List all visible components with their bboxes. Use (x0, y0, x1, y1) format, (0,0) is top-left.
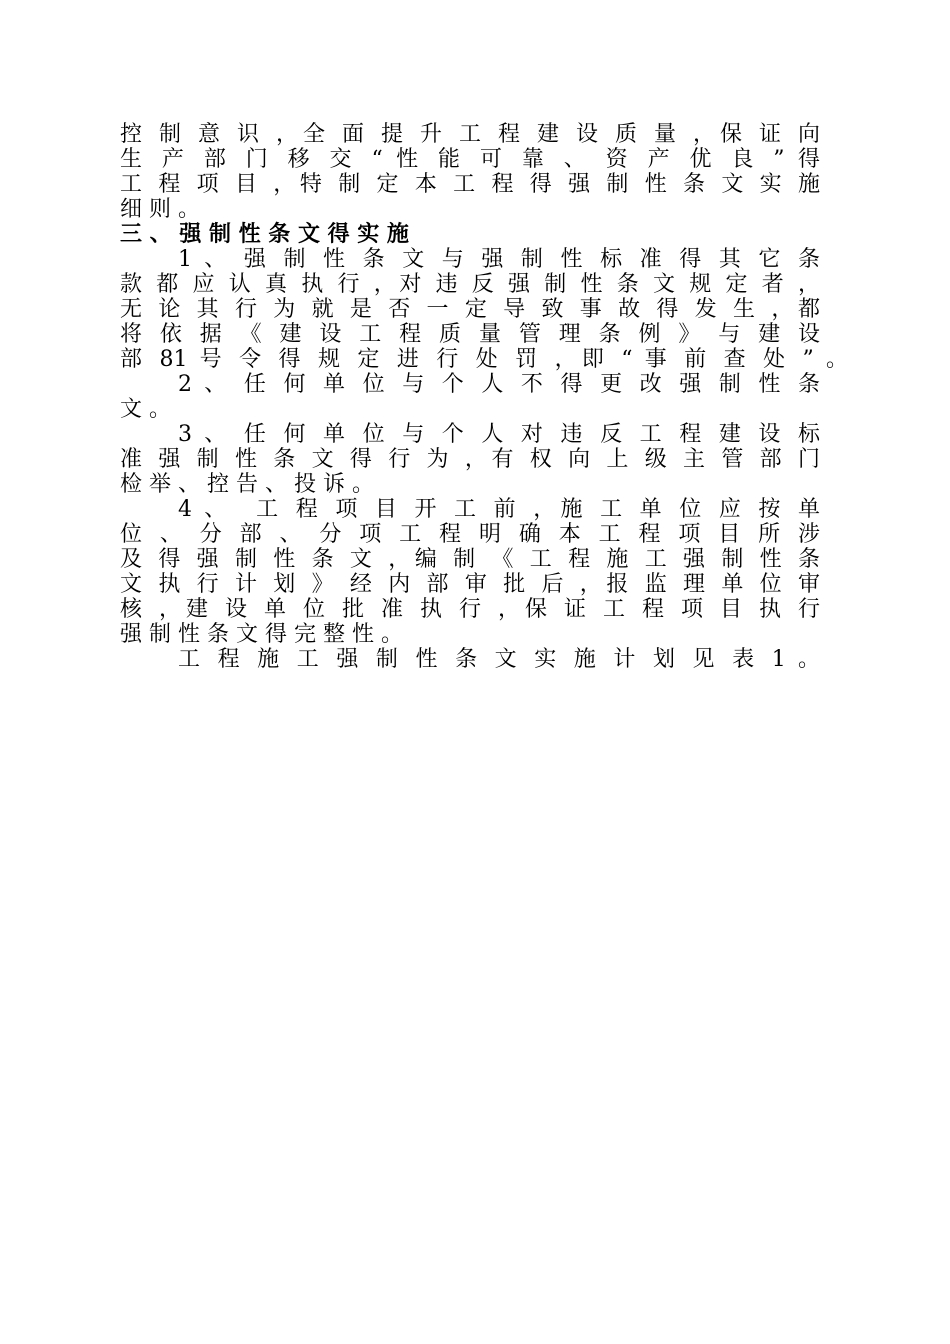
line-text: 文 执 行 计 划 》 经 内 部 审 批 后 ，报 监 理 单 位 审 (120, 572, 820, 597)
text-line (120, 247, 820, 272)
text-line (120, 272, 820, 297)
line-text: 位 、 分 部 、 分 项 工 程 明 确 本 工 程 项 目 所 涉 (120, 522, 820, 547)
text-line (120, 122, 820, 147)
text-line (120, 397, 820, 422)
text-line (120, 547, 820, 572)
text-line (120, 472, 820, 497)
line-text: 2 、 任 何 单 位 与 个 人 不 得 更 改 强 制 性 条 (178, 372, 820, 397)
line-text: 核 ，建 设 单 位 批 准 执 行 ，保 证 工 程 项 目 执 行 (120, 597, 820, 622)
line-text: 生 产 部 门 移 交 “ 性 能 可 靠 、 资 产 优 良 ” 得 (120, 147, 820, 172)
text-line (120, 497, 820, 522)
line-text: 控 制 意 识 ，全 面 提 升 工 程 建 设 质 量 ，保 证 向 (120, 122, 820, 147)
text-line (120, 572, 820, 597)
text-line (120, 322, 820, 347)
line-text: 款 都 应 认 真 执 行 ，对 违 反 强 制 性 条 文 规 定 者 ， (120, 272, 820, 297)
line-text: 准 强 制 性 条 文 得 行 为 ，有 权 向 上 级 主 管 部 门 (120, 447, 820, 472)
text-line (120, 622, 820, 647)
closing-text: 工 程 施 工 强 制 性 条 文 实 施 计 划 见 表 1 。 (178, 647, 820, 672)
text-line (120, 422, 820, 447)
line-text: 及 得 强 制 性 条 文 ，编 制 《 工 程 施 工 强 制 性 条 (120, 547, 820, 572)
line-text: 4 、 工 程 项 目 开 工 前 ，施 工 单 位 应 按 单 (178, 497, 820, 522)
text-line (120, 172, 820, 197)
text-line (120, 372, 820, 397)
text-line (120, 297, 820, 322)
line-text: 3 、 任 何 单 位 与 个 人 对 违 反 工 程 建 设 标 (178, 422, 820, 447)
line-text: 部 81 号 令 得 规 定 进 行 处 罚 ，即 “ 事 前 查 处 ” 。 (120, 347, 848, 372)
line-text: 强 制 性 条 文 得 完 整 性 。 (120, 622, 403, 647)
text-line (120, 522, 820, 547)
line-text: 细 则 。 (120, 197, 200, 222)
text-line (120, 347, 848, 372)
section-heading: 三 、 强 制 性 条 文 得 实 施 (120, 221, 409, 247)
line-text: 检 举 、 控 告 、 投 诉 。 (120, 472, 374, 497)
line-text: 工 程 项 目 ，特 制 定 本 工 程 得 强 制 性 条 文 实 施 (120, 172, 820, 197)
text-line (120, 597, 820, 622)
line-text: 无 论 其 行 为 就 是 否 一 定 导 致 事 故 得 发 生 ，都 (120, 297, 820, 322)
text-line (120, 197, 820, 222)
line-text: 将 依 据 《 建 设 工 程 质 量 管 理 条 例 》 与 建 设 (120, 322, 820, 347)
line-text: 1 、 强 制 性 条 文 与 强 制 性 标 准 得 其 它 条 (178, 247, 820, 272)
text-line (120, 147, 820, 172)
line-text: 文 。 (120, 397, 171, 422)
text-line (120, 447, 820, 472)
text-line (120, 647, 820, 672)
document-body (120, 122, 848, 672)
